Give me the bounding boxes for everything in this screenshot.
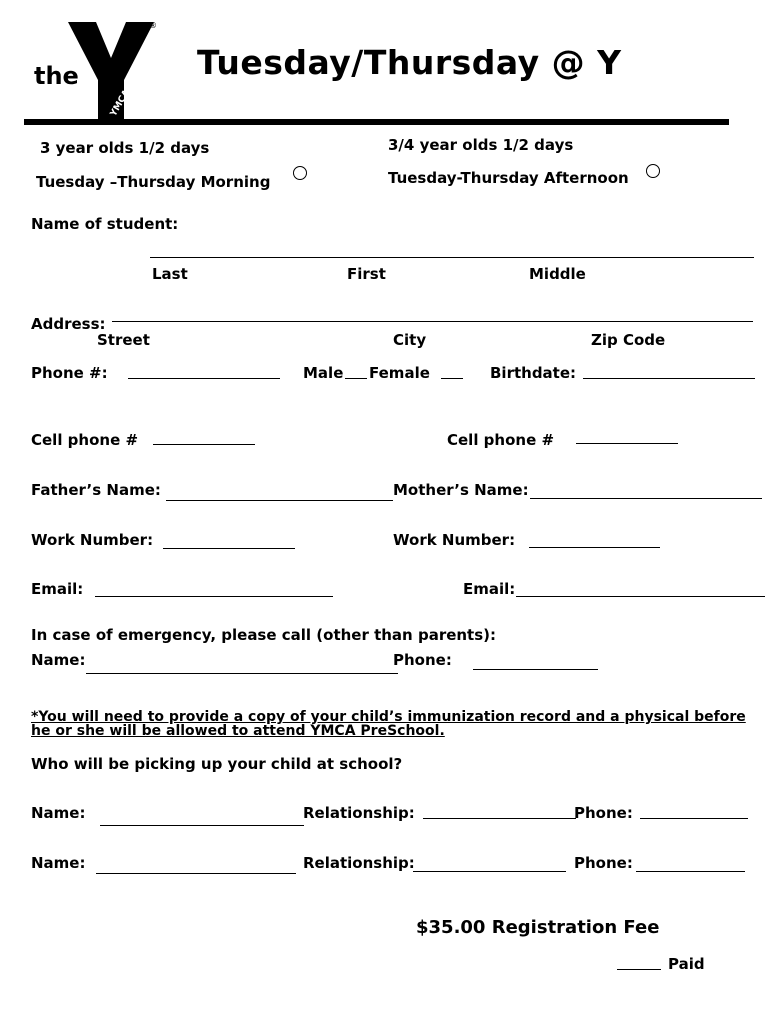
- title-divider: [24, 119, 729, 125]
- emergency-phone-label: Phone:: [393, 651, 452, 669]
- pickup-2-name-label: Name:: [31, 854, 86, 872]
- program-right-radio[interactable]: [646, 164, 660, 178]
- email-left-label: Email:: [31, 580, 84, 598]
- phone-field[interactable]: [128, 378, 280, 379]
- address-street-label: Street: [97, 331, 150, 349]
- email-right-field[interactable]: [516, 596, 765, 597]
- student-name-field[interactable]: [150, 257, 754, 258]
- emergency-phone-field[interactable]: [473, 669, 598, 670]
- pickup-1-name-field[interactable]: [100, 825, 304, 826]
- cell-phone-right-label: Cell phone #: [447, 431, 555, 449]
- address-label: Address:: [31, 315, 106, 333]
- pickup-1-phone-label: Phone:: [574, 804, 633, 822]
- name-last-label: Last: [152, 265, 188, 283]
- program-left-radio[interactable]: [293, 166, 307, 180]
- student-name-label: Name of student:: [31, 215, 179, 233]
- work-number-left-label: Work Number:: [31, 531, 154, 549]
- address-field[interactable]: [112, 321, 753, 322]
- cell-phone-left-field[interactable]: [153, 444, 255, 445]
- male-label: Male: [303, 364, 344, 382]
- work-number-right-label: Work Number:: [393, 531, 516, 549]
- paid-field[interactable]: [617, 969, 661, 970]
- program-left-age: 3 year olds 1/2 days: [40, 139, 210, 157]
- pickup-1-phone-field[interactable]: [640, 818, 748, 819]
- name-middle-label: Middle: [529, 265, 586, 283]
- pickup-heading: Who will be picking up your child at school?: [31, 755, 403, 773]
- pickup-1-name-label: Name:: [31, 804, 86, 822]
- registration-fee: $35.00 Registration Fee: [416, 917, 660, 938]
- work-number-right-field[interactable]: [529, 547, 660, 548]
- immunization-note-line-2: he or she will be allowed to attend YMCA PreSchool.: [31, 723, 445, 739]
- email-right-label: Email:: [463, 580, 516, 598]
- pickup-1-relationship-field[interactable]: [423, 818, 576, 819]
- pickup-2-relationship-label: Relationship:: [303, 854, 415, 872]
- program-left-session: Tuesday –Thursday Morning: [36, 173, 271, 191]
- immunization-note-line-1: *You will need to provide a copy of your child’s immunization record and a physical before: [31, 709, 746, 725]
- name-first-label: First: [347, 265, 386, 283]
- pickup-2-relationship-field[interactable]: [413, 871, 566, 872]
- ymca-logo-icon: [32, 18, 162, 123]
- page-title: Tuesday/Thursday @ Y: [197, 43, 622, 82]
- birthdate-field[interactable]: [583, 378, 755, 379]
- program-right-age: 3/4 year olds 1/2 days: [388, 136, 574, 154]
- emergency-name-label: Name:: [31, 651, 86, 669]
- female-field[interactable]: [441, 378, 463, 379]
- emergency-name-field[interactable]: [86, 673, 398, 674]
- father-name-label: Father’s Name:: [31, 481, 161, 499]
- female-label: Female: [369, 364, 430, 382]
- male-field[interactable]: [345, 378, 367, 379]
- paid-label: Paid: [668, 955, 705, 973]
- cell-phone-right-field[interactable]: [576, 443, 678, 444]
- phone-label: Phone #:: [31, 364, 108, 382]
- address-zip-label: Zip Code: [591, 331, 666, 349]
- mother-name-field[interactable]: [530, 498, 762, 499]
- mother-name-label: Mother’s Name:: [393, 481, 529, 499]
- birthdate-label: Birthdate:: [490, 364, 577, 382]
- emergency-heading: In case of emergency, please call (other than parents):: [31, 626, 497, 644]
- pickup-1-relationship-label: Relationship:: [303, 804, 415, 822]
- email-left-field[interactable]: [95, 596, 333, 597]
- pickup-2-phone-label: Phone:: [574, 854, 633, 872]
- cell-phone-left-label: Cell phone #: [31, 431, 139, 449]
- pickup-2-phone-field[interactable]: [636, 871, 745, 872]
- address-city-label: City: [393, 331, 427, 349]
- father-name-field[interactable]: [166, 500, 393, 501]
- pickup-2-name-field[interactable]: [96, 873, 296, 874]
- program-right-session: Tuesday-Thursday Afternoon: [388, 169, 629, 187]
- logo-mark: ®: [149, 21, 157, 30]
- ymca-logo: [32, 18, 162, 123]
- logo-brand: YMCA: [108, 88, 133, 119]
- work-number-left-field[interactable]: [163, 548, 295, 549]
- logo-word: the: [34, 62, 79, 90]
